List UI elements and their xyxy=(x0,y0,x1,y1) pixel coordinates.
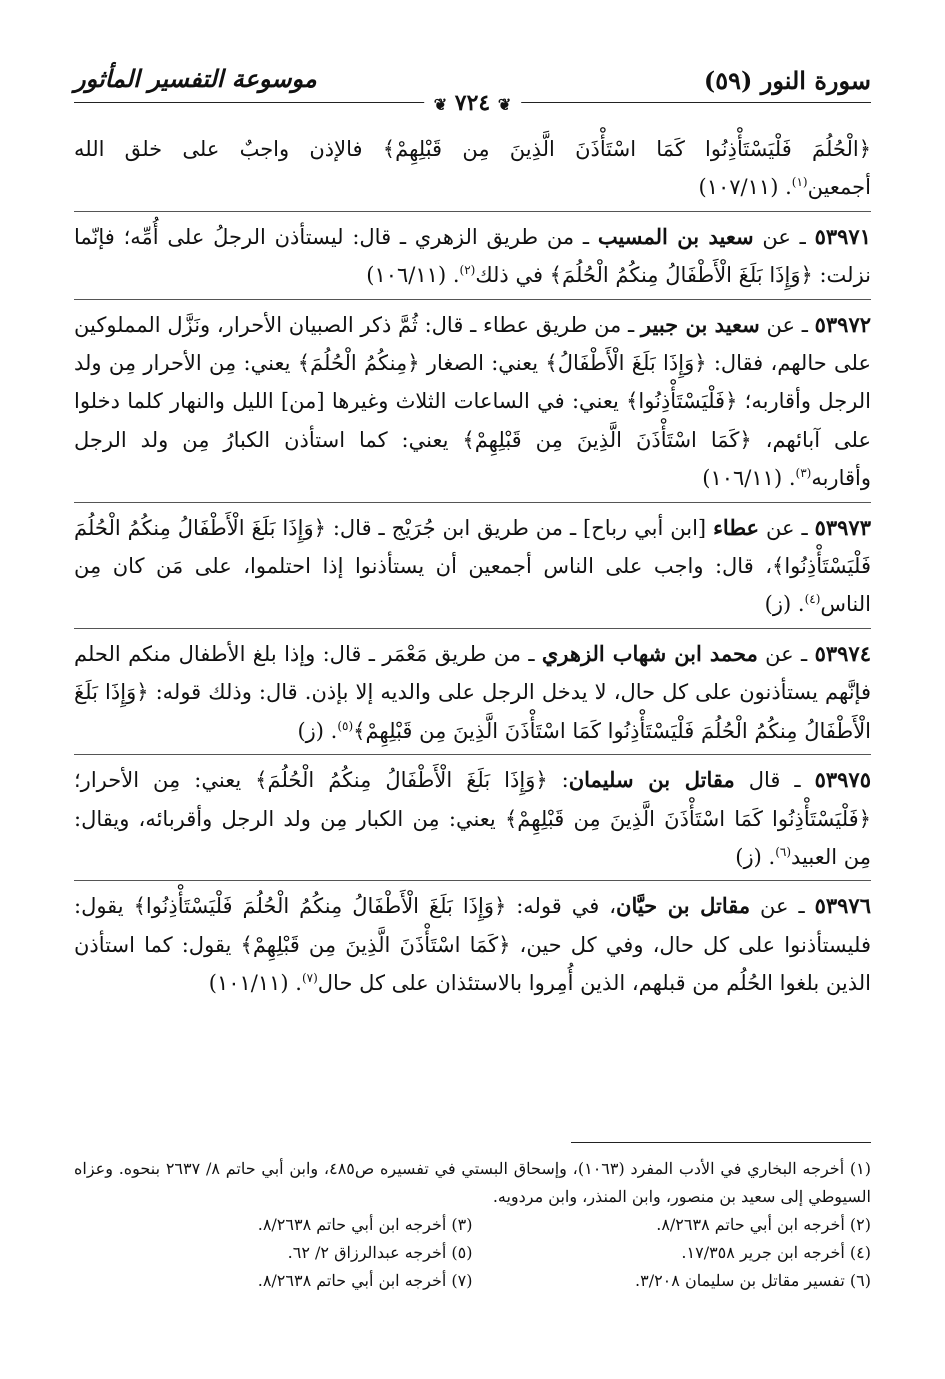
footnote-rule xyxy=(571,1142,871,1143)
volume-reference: . (ز) xyxy=(297,718,338,743)
surah-title: سورة النور (٥٩) xyxy=(703,66,871,95)
main-text xyxy=(74,130,871,1007)
footnote-1: (١) أخرجه البخاري في الأدب المفرد (١٠٦٣)، وإسحاق البستي في تفسيره ص٤٨٥، وابن أبي حاتم ٨/ ٢٦٣٧ بنحوه. وعزاه السيوطي إلى سعيد بن منصور، وابن المنذر، وابن مردويه. xyxy=(74,1159,871,1206)
footnote-2: (٢) أخرجه ابن أبي حاتم ٨/٢٦٣٨. xyxy=(656,1215,871,1234)
footnote-marker: (٥) xyxy=(337,718,354,733)
ornament-right-icon: ❦ xyxy=(497,95,512,114)
narration-prefix: ـ عن xyxy=(759,515,815,540)
footnote-marker: (١) xyxy=(791,175,808,190)
intro-text-cont: أجمعين xyxy=(807,175,871,200)
footnote-marker: (٦) xyxy=(775,844,792,859)
footnote-row xyxy=(74,1211,871,1239)
narration-prefix: ـ عن xyxy=(750,894,815,919)
narration-text: ـ من طريق مَعْمَر ـ قال: وإذا بلغ الأطفال منكم الحلم فإنَّهم يستأذنون على كل حال، لا يدخل الرجل على والديه إلا بإذن. قال: وذلك قوله: ﴿وَإِذَا بَلَغَ الْأَطْفَالُ مِنكُمُ الْحُلُمَ فَلْيَسْتَأْذِنُوا كَمَا اسْتَأْذَنَ الَّذِينَ مِن قَبْلِهِمْ﴾ xyxy=(74,641,871,743)
footnote-marker: (٧) xyxy=(301,971,318,986)
volume-reference: . (١٠٦/١١) xyxy=(366,263,460,288)
narration-entry xyxy=(74,509,871,624)
narration-entry xyxy=(74,306,871,498)
volume-reference: . (ز) xyxy=(735,844,776,869)
intro-paragraph xyxy=(74,130,871,207)
page-number: ٧٢٤ xyxy=(454,90,491,116)
narration-entry xyxy=(74,887,871,1002)
narration-prefix: ـ عن xyxy=(757,641,815,666)
ornament-left-icon: ❦ xyxy=(433,95,448,114)
entry-divider xyxy=(74,628,871,629)
volume-reference: . (١٠٦/١١) xyxy=(702,466,796,491)
footnote-row xyxy=(74,1239,871,1267)
footnote-5: (٥) أخرجه عبدالرزاق ٢/ ٦٢. xyxy=(287,1243,473,1262)
footnote-marker: (٤) xyxy=(804,592,821,607)
page-number-group xyxy=(424,90,522,116)
narrator-name: سعيد بن المسيب xyxy=(597,223,754,249)
narration-prefix: ـ عن xyxy=(759,312,815,337)
footnote-row xyxy=(74,1267,871,1295)
volume-reference: . (١٠٧/١١) xyxy=(698,175,792,200)
narration-prefix: ـ عن xyxy=(753,224,815,249)
narration-number: ٥٣٩٧٣ xyxy=(814,514,871,540)
running-header xyxy=(74,62,871,116)
entry-divider xyxy=(74,299,871,300)
narration-entry xyxy=(74,218,871,295)
narrator-name: محمد ابن شهاب الزهري xyxy=(541,640,758,666)
footnote-7: (٧) أخرجه ابن أبي حاتم ٨/٢٦٣٨. xyxy=(257,1271,473,1290)
narration-entry xyxy=(74,761,871,876)
narration-prefix: ـ قال xyxy=(734,768,815,793)
footnote-4: (٤) أخرجه ابن جرير ١٧/٣٥٨. xyxy=(681,1243,871,1262)
narration-text: : ﴿وَإِذَا بَلَغَ الْأَطْفَالُ مِنكُمُ الْحُلُمَ﴾ يعني: مِن الأحرار؛ ﴿فَلْيَسْتَأْذِنُوا كَمَا اسْتَأْذَنَ الَّذِينَ مِن قَبْلِهِمْ﴾ يعني: مِن الكبار مِن ولد الرجل وأقربائه، ويقال: مِن العبيد xyxy=(74,768,871,869)
entry-divider xyxy=(74,502,871,503)
entry-divider xyxy=(74,880,871,881)
narration-number: ٥٣٩٧٢ xyxy=(814,311,872,337)
narrator-name: عطاء xyxy=(713,514,760,540)
book-title: موسوعة التفسير المأثور xyxy=(74,64,317,93)
footnote-6: (٦) تفسير مقاتل بن سليمان ٣/٢٠٨. xyxy=(635,1271,871,1290)
intro-text: ﴿الْحُلُمَ فَلْيَسْتَأْذِنُوا كَمَا اسْتَأْذَنَ الَّذِينَ مِن قَبْلِهِمْ﴾ فالإذن واجبٌ على خلق الله xyxy=(74,137,871,161)
narrator-name: مقاتل بن سليمان xyxy=(568,767,735,793)
narrator-name: مقاتل بن حيَّان xyxy=(616,893,751,919)
footnote-3: (٣) أخرجه ابن أبي حاتم ٨/٢٦٣٨. xyxy=(257,1215,473,1234)
narration-number: ٥٣٩٧١ xyxy=(814,223,871,249)
entry-divider xyxy=(74,211,871,212)
entry-divider xyxy=(74,754,871,755)
narration-text: [ابن أبي رباح] ـ من طريق ابن جُرَيْج ـ قال: ﴿وَإِذَا بَلَغَ الْأَطْفَالُ مِنكُمُ الْحُلُمَ فَلْيَسْتَأْذِنُوا﴾، قال: واجب على الناس أجمعين أن يستأذنوا إذا احتلموا، على مَن كان مِن الناس xyxy=(74,515,871,617)
narration-text: ـ من طريق عطاء ـ قال: ثُمَّ ذكر الصبيان الأحرار، ونَزَّل المملوكين على حالهم، فقال: ﴿وَإِذَا بَلَغَ الْأَطْفَالُ﴾ يعني: الصغار ﴿مِنكُمُ الْحُلُمَ﴾ يعني: مِن الأحرار مِن ولد الرجل وأقاربه؛ ﴿فَلْيَسْتَأْذِنُوا﴾ يعني: في الساعات الثلاث وغيرها [من] الليل والنهار كلما دخلوا على آبائهم، ﴿كَمَا اسْتَأْذَنَ الَّذِينَ مِن قَبْلِهِمْ﴾ يعني: كما استأذن الكبارُ مِن ولد الرجل وأقاربه xyxy=(74,312,871,491)
footnote-marker: (٢) xyxy=(459,263,476,278)
volume-reference: . (١٠١/١١) xyxy=(208,971,302,996)
narration-number: ٥٣٩٧٤ xyxy=(814,640,871,666)
narration-text: ، في قوله: ﴿وَإِذَا بَلَغَ الْأَطْفَالُ مِنكُمُ الْحُلُمَ فَلْيَسْتَأْذِنُوا﴾ يقول: فليستأذنوا على كل حال، وفي كل حين، ﴿كَمَا اسْتَأْذَنَ الَّذِينَ مِن قَبْلِهِمْ﴾ يقول: كما استأذن الذين بلغوا الحُلُم من قبلهم، الذين أُمِروا بالاستئذان على كل حال xyxy=(74,894,871,996)
footnote-marker: (٣) xyxy=(795,466,812,481)
narration-text: ـ من طريق الزهري ـ قال: ليستأذن الرجلُ على أُمِّه؛ فإنّما نزلت: ﴿وَإِذَا بَلَغَ الْأَطْفَالُ مِنكُمُ الْحُلُمَ﴾ في ذلك xyxy=(74,224,871,288)
narrator-name: سعيد بن جبير xyxy=(640,311,760,337)
narration-number: ٥٣٩٧٦ xyxy=(814,893,871,919)
narration-number: ٥٣٩٧٥ xyxy=(814,767,871,793)
footnotes xyxy=(74,1155,871,1295)
volume-reference: . (ز) xyxy=(764,592,805,617)
narration-entry xyxy=(74,635,871,750)
